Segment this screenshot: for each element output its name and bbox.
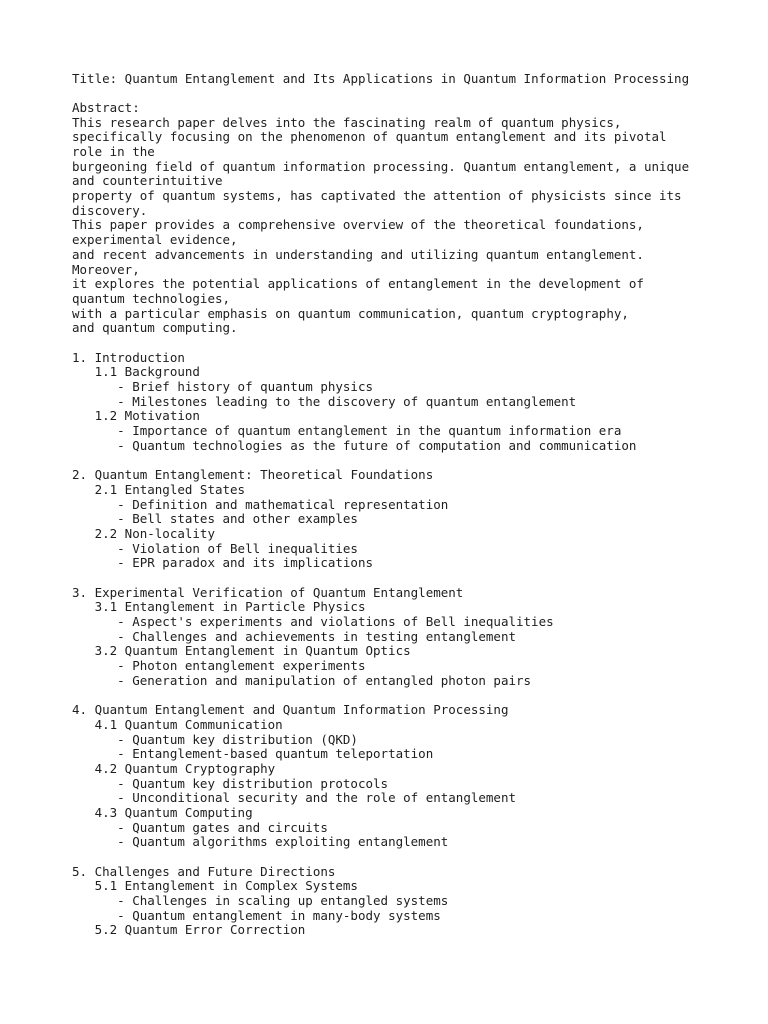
outline-item: - Quantum gates and circuits [117,819,328,835]
outline-item: - Generation and manipulation of entangled photon pairs [117,672,532,688]
subsection-heading: 5.2 Quantum Error Correction [94,922,306,938]
subsection [72,365,752,409]
abstract-line: burgeoning field of quantum information processing. Quantum entanglement, a unique [72,158,690,174]
abstract-line: with a particular emphasis on quantum communication, quantum cryptography, [72,305,629,321]
subsection-heading: 2.1 Entangled States [94,481,246,497]
subsection [72,644,752,688]
document-title: Title: Quantum Entanglement and Its Applications in Quantum Information Processing [72,70,690,86]
outline-item: - EPR paradox and its implications [117,555,374,571]
abstract-line: it explores the potential applications of entanglement in the development of [72,276,644,292]
subsection-heading: 2.2 Non-locality [94,525,215,541]
outline-item: - Aspect's experiments and violations of Bell inequalities [117,614,554,630]
abstract-line: role in the [72,144,155,160]
subsection [72,879,752,923]
outline-item: - Bell states and other examples [117,511,358,527]
subsection [72,762,752,806]
outline-item: - Violation of Bell inequalities [117,540,358,556]
outline-item: - Brief history of quantum physics [117,379,374,395]
outline-item: - Unconditional security and the role of entanglement [117,790,516,806]
section-heading: 5. Challenges and Future Directions [72,863,336,879]
outline-item: - Milestones leading to the discovery of quantum entanglement [117,393,577,409]
abstract-line: This paper provides a comprehensive overview of the theoretical foundations, [72,217,644,233]
outline-item: - Definition and mathematical representation [117,496,449,512]
abstract-line: quantum technologies, [72,290,231,306]
section-heading: 3. Experimental Verification of Quantum Entanglement [72,584,464,600]
subsection [72,923,752,938]
subsection-heading: 4.3 Quantum Computing [94,804,253,820]
abstract-line: Moreover, [72,261,140,277]
subsection-heading: 1.1 Background [94,364,200,380]
outline-item: - Importance of quantum entanglement in the quantum information era [117,423,622,439]
outline-item: - Challenges and achievements in testing entanglement [117,628,516,644]
outline-item: - Entanglement-based quantum teleportation [117,746,434,762]
abstract-line: and counterintuitive [72,173,223,189]
section-heading: 2. Quantum Entanglement: Theoretical Foundations [72,467,434,483]
subsection-heading: 5.1 Entanglement in Complex Systems [94,878,358,894]
outline [72,351,752,939]
section [72,586,752,689]
subsection-heading: 3.1 Entanglement in Particle Physics [94,599,366,615]
abstract-label: Abstract: [72,99,140,115]
subsection [72,718,752,762]
section [72,468,752,571]
abstract-line: This research paper delves into the fascinating realm of quantum physics, [72,114,622,130]
outline-item: - Photon entanglement experiments [117,658,366,674]
subsection [72,409,752,453]
outline-item: - Quantum key distribution protocols [117,775,389,791]
abstract-line: specifically focusing on the phenomenon of quantum entanglement and its pivotal [72,129,667,145]
subsection [72,600,752,644]
section-heading: 4. Quantum Entanglement and Quantum Information Processing [72,702,509,718]
outline-item: - Challenges in scaling up entangled systems [117,893,449,909]
subsection [72,483,752,527]
subsection-heading: 1.2 Motivation [94,408,200,424]
abstract-line: and recent advancements in understanding and utilizing quantum entanglement. [72,246,644,262]
outline-item: - Quantum algorithms exploiting entanglement [117,834,449,850]
abstract-line: property of quantum systems, has captivated the attention of physicists since its [72,188,682,204]
subsection-heading: 3.2 Quantum Entanglement in Quantum Optics [94,643,411,659]
outline-item: - Quantum entanglement in many-body systems [117,907,441,923]
abstract-line: and quantum computing. [72,320,238,336]
abstract [72,101,752,336]
section-heading: 1. Introduction [72,349,185,365]
subsection [72,806,752,850]
subsection [72,527,752,571]
abstract-line: experimental evidence, [72,232,238,248]
section [72,703,752,850]
document-body [72,72,752,939]
outline-item: - Quantum key distribution (QKD) [117,731,358,747]
section [72,351,752,454]
abstract-line: discovery. [72,202,148,218]
abstract-text [72,116,752,336]
subsection-heading: 4.1 Quantum Communication [94,716,283,732]
subsection-heading: 4.2 Quantum Cryptography [94,760,276,776]
outline-item: - Quantum technologies as the future of computation and communication [117,437,637,453]
section [72,865,752,938]
